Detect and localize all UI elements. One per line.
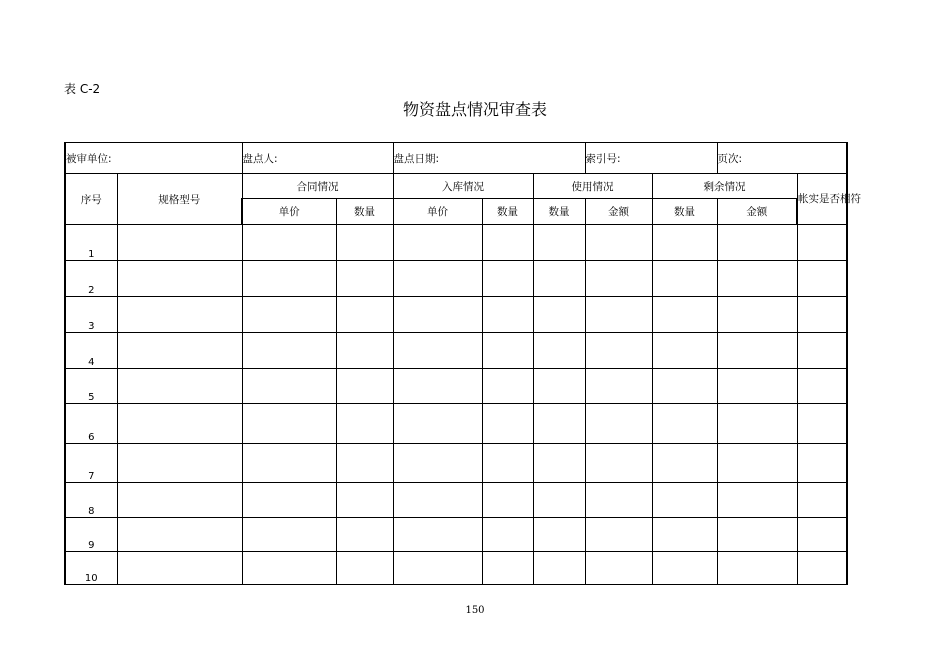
table-cell[interactable] [717, 483, 797, 518]
header-seq: 序号 [65, 174, 117, 225]
table-cell[interactable] [533, 552, 585, 585]
table-cell[interactable] [585, 404, 652, 444]
row-number: 2 [65, 261, 117, 297]
table-row [65, 261, 847, 297]
table-cell[interactable] [585, 483, 652, 518]
table-row [65, 552, 847, 585]
table-cell[interactable] [117, 404, 242, 444]
table-cell[interactable] [482, 261, 533, 297]
table-cell[interactable] [242, 552, 336, 585]
header-contract: 合同情况 [242, 174, 393, 199]
table-cell[interactable] [482, 333, 533, 369]
row-number: 6 [65, 404, 117, 444]
table-cell[interactable] [336, 404, 393, 444]
table-cell[interactable] [242, 297, 336, 333]
table-cell[interactable] [117, 552, 242, 585]
table-cell[interactable] [336, 483, 393, 518]
row-number: 3 [65, 297, 117, 333]
header-row-1 [65, 174, 847, 199]
table-cell[interactable] [336, 552, 393, 585]
table-cell[interactable] [652, 518, 717, 552]
table-cell[interactable] [482, 552, 533, 585]
table-cell[interactable] [393, 518, 482, 552]
form-code: 表 C-2 [64, 82, 101, 96]
index-number-field[interactable]: 索引号: [585, 143, 717, 174]
table-cell[interactable] [585, 333, 652, 369]
table-cell[interactable] [717, 261, 797, 297]
table-cell[interactable] [533, 333, 585, 369]
table-cell[interactable] [117, 483, 242, 518]
table-cell[interactable] [797, 444, 847, 483]
table-cell[interactable] [393, 333, 482, 369]
table-row [65, 225, 847, 261]
table-cell[interactable] [117, 518, 242, 552]
table-cell[interactable] [242, 483, 336, 518]
header-spec: 规格型号 [117, 174, 242, 225]
table-cell[interactable] [336, 444, 393, 483]
table-cell[interactable] [482, 518, 533, 552]
table-cell[interactable] [533, 297, 585, 333]
table-cell[interactable] [117, 261, 242, 297]
table-cell[interactable] [336, 225, 393, 261]
header-match: 帐实是否相符 [797, 174, 847, 225]
table-cell[interactable] [533, 404, 585, 444]
table-cell[interactable] [585, 297, 652, 333]
table-cell[interactable] [797, 404, 847, 444]
table-cell[interactable] [652, 483, 717, 518]
table-cell[interactable] [242, 404, 336, 444]
table-cell[interactable] [717, 333, 797, 369]
table-cell[interactable] [242, 333, 336, 369]
table-row [65, 369, 847, 404]
page-count-field[interactable]: 页次: [717, 143, 847, 174]
header-remaining-quantity: 数量 [652, 199, 717, 225]
page-number: 150 [465, 605, 485, 616]
table-cell[interactable] [652, 297, 717, 333]
audited-unit-field[interactable]: 被审单位: [65, 143, 242, 174]
table-cell[interactable] [336, 297, 393, 333]
table-cell[interactable] [533, 483, 585, 518]
row-number: 7 [65, 444, 117, 483]
table-cell[interactable] [393, 552, 482, 585]
table-cell[interactable] [585, 261, 652, 297]
header-contract-quantity: 数量 [336, 199, 393, 225]
document-title: 物资盘点情况审查表 [402, 100, 547, 119]
table-cell[interactable] [393, 297, 482, 333]
row-number: 4 [65, 333, 117, 369]
table-cell[interactable] [585, 369, 652, 404]
header-usage-amount: 金额 [585, 199, 652, 225]
table-cell[interactable] [585, 444, 652, 483]
table-cell[interactable] [717, 444, 797, 483]
table-cell[interactable] [393, 225, 482, 261]
table-cell[interactable] [482, 369, 533, 404]
table-cell[interactable] [797, 261, 847, 297]
table-cell[interactable] [717, 369, 797, 404]
table-cell[interactable] [533, 261, 585, 297]
table-cell[interactable] [797, 518, 847, 552]
table-cell[interactable] [482, 483, 533, 518]
table-cell[interactable] [393, 483, 482, 518]
header-remaining-amount: 金额 [717, 199, 797, 225]
table-cell[interactable] [336, 518, 393, 552]
table-cell[interactable] [117, 369, 242, 404]
data-rows [65, 225, 847, 585]
table-cell[interactable] [117, 333, 242, 369]
table-cell[interactable] [336, 333, 393, 369]
info-row [65, 143, 847, 174]
table-cell[interactable] [393, 404, 482, 444]
table-cell[interactable] [652, 369, 717, 404]
table-cell[interactable] [533, 518, 585, 552]
table-cell[interactable] [336, 369, 393, 404]
table-cell[interactable] [117, 444, 242, 483]
table-row [65, 404, 847, 444]
table-cell[interactable] [533, 369, 585, 404]
row-number: 10 [65, 552, 117, 585]
table-cell[interactable] [797, 369, 847, 404]
table-cell[interactable] [482, 225, 533, 261]
table-cell[interactable] [242, 369, 336, 404]
row-number: 9 [65, 518, 117, 552]
table-cell[interactable] [336, 261, 393, 297]
table-cell[interactable] [585, 225, 652, 261]
row-number: 5 [65, 369, 117, 404]
table-cell[interactable] [652, 552, 717, 585]
row-number: 8 [65, 483, 117, 518]
table-cell[interactable] [797, 333, 847, 369]
header-warehousing-quantity: 数量 [482, 199, 533, 225]
table-row [65, 444, 847, 483]
header-warehousing-unit-price: 单价 [393, 199, 482, 225]
table-cell[interactable] [393, 369, 482, 404]
table-row [65, 333, 847, 369]
inventory-audit-table [64, 142, 862, 585]
table-cell[interactable] [393, 444, 482, 483]
table-cell[interactable] [482, 297, 533, 333]
table-cell[interactable] [393, 261, 482, 297]
table-cell[interactable] [797, 483, 847, 518]
table-cell[interactable] [585, 552, 652, 585]
header-usage-quantity: 数量 [533, 199, 585, 225]
table-cell[interactable] [117, 225, 242, 261]
table-cell[interactable] [717, 297, 797, 333]
table-cell[interactable] [533, 444, 585, 483]
inspector-field[interactable]: 盘点人: [242, 143, 393, 174]
table-cell[interactable] [242, 261, 336, 297]
table-cell[interactable] [652, 225, 717, 261]
table-cell[interactable] [717, 552, 797, 585]
table-row [65, 518, 847, 552]
table-cell[interactable] [242, 225, 336, 261]
table-cell[interactable] [482, 444, 533, 483]
header-usage: 使用情况 [533, 174, 652, 199]
header-contract-unit-price: 单价 [242, 199, 336, 225]
table-cell[interactable] [533, 225, 585, 261]
row-number: 1 [65, 225, 117, 261]
check-date-field[interactable]: 盘点日期: [393, 143, 585, 174]
table-cell[interactable] [797, 297, 847, 333]
table-cell[interactable] [717, 225, 797, 261]
table-cell[interactable] [652, 261, 717, 297]
header-warehousing: 入库情况 [393, 174, 533, 199]
table-cell[interactable] [652, 444, 717, 483]
table-cell[interactable] [797, 552, 847, 585]
table-cell[interactable] [717, 518, 797, 552]
table-cell[interactable] [242, 444, 336, 483]
table-row [65, 297, 847, 333]
table-cell[interactable] [585, 518, 652, 552]
table-cell[interactable] [482, 404, 533, 444]
table-cell[interactable] [117, 297, 242, 333]
table-cell[interactable] [652, 333, 717, 369]
table-cell[interactable] [797, 225, 847, 261]
header-remaining: 剩余情况 [652, 174, 797, 199]
table-cell[interactable] [652, 404, 717, 444]
table-row [65, 483, 847, 518]
table-cell[interactable] [717, 404, 797, 444]
table-cell[interactable] [242, 518, 336, 552]
